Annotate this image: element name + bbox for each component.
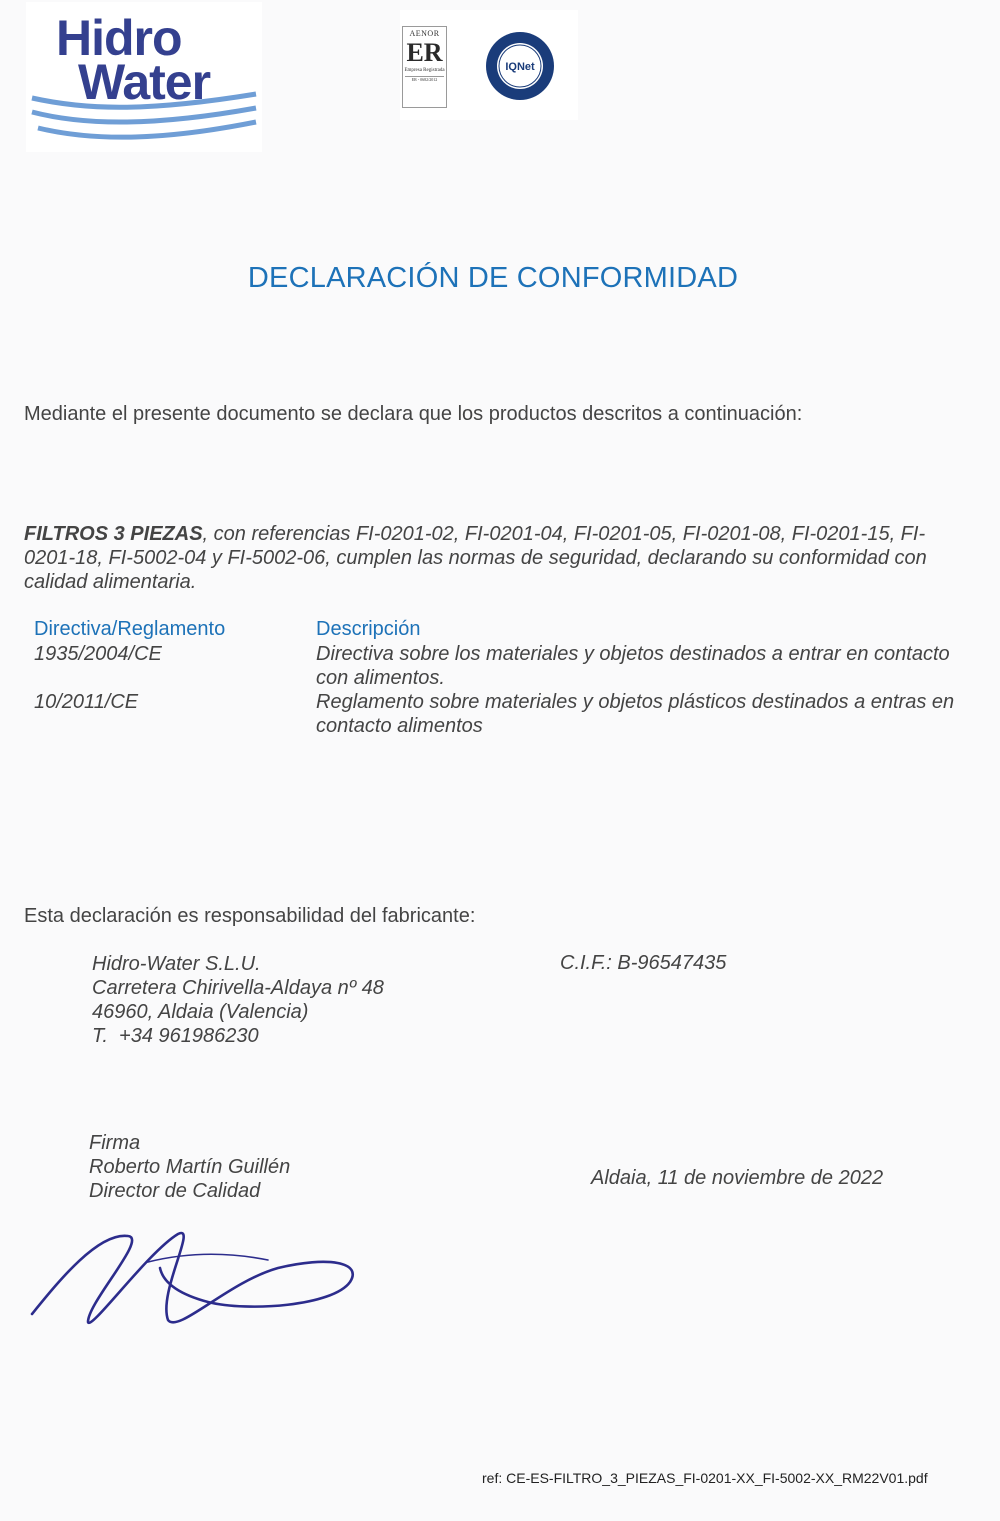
- handwritten-signature: [28, 1222, 368, 1337]
- description-column-header: Descripción: [316, 618, 421, 640]
- signature-label: Firma: [89, 1132, 141, 1154]
- directive-column-header: Directiva/Reglamento: [34, 618, 226, 640]
- directive-code: 1935/2004/CE: [34, 643, 162, 665]
- company-phone: T. +34 961986230: [92, 1025, 259, 1047]
- iqnet-certified-icon: [484, 30, 556, 102]
- signatory-role: Director de Calidad: [89, 1180, 261, 1202]
- aenor-caption: Empresa Registrada: [404, 68, 445, 73]
- document-reference: ref: CE-ES-FILTRO_3_PIEZAS_FI-0201-XX_FI-5002-XX_RM22V01.pdf: [482, 1470, 928, 1486]
- intro-text: Mediante el presente documento se declara que los productos descritos a continuación:: [24, 403, 803, 425]
- directive-description: Directiva sobre los materiales y objetos destinados a entrar en contacto con alimentos.: [316, 643, 950, 689]
- directive-code: 10/2011/CE: [34, 691, 139, 713]
- logo-line-1: Hidro: [56, 10, 182, 66]
- page-title: DECLARACIÓN DE CONFORMIDAD: [247, 262, 739, 294]
- product-text: , con referencias FI-0201-02, FI-0201-04, FI-0201-05, FI-0201-08, FI-0201-15, FI-0201-18, FI-5002-04 y FI-5002-06, cumplen las normas de seguridad, declarando su conformidad con calidad alimentaria.: [24, 523, 927, 593]
- company-name: Hidro-Water S.L.U.: [92, 953, 261, 975]
- company-address-block: [92, 952, 384, 1048]
- certification-logos: [400, 10, 578, 120]
- aenor-er-logo: [402, 26, 447, 108]
- company-cif: C.I.F.: B-96547435: [560, 952, 727, 974]
- aenor-label: AENOR: [409, 29, 440, 38]
- company-address-line-2: 46960, Aldaia (Valencia): [92, 1001, 309, 1023]
- product-name: FILTROS 3 PIEZAS: [24, 523, 203, 545]
- directive-description: Reglamento sobre materiales y objetos plásticos destinados a entras en contacto alimentos: [316, 691, 955, 737]
- company-logo: [26, 2, 262, 152]
- logo-line-2: Water: [78, 54, 211, 110]
- logo-waves-icon: [26, 90, 262, 150]
- product-statement: [24, 522, 969, 594]
- company-address-line-1: Carretera Chirivella-Aldaya nº 48: [92, 977, 384, 999]
- place-date: Aldaia, 11 de noviembre de 2022: [591, 1167, 884, 1189]
- er-mark: ER: [406, 38, 443, 67]
- aenor-code: ER - 0682/2012: [405, 76, 444, 83]
- signatory-block: [89, 1131, 290, 1203]
- iqnet-label: IQNet: [505, 61, 535, 73]
- responsibility-text: Esta declaración es responsabilidad del fabricante:: [24, 905, 476, 927]
- signatory-name: Roberto Martín Guillén: [89, 1156, 291, 1178]
